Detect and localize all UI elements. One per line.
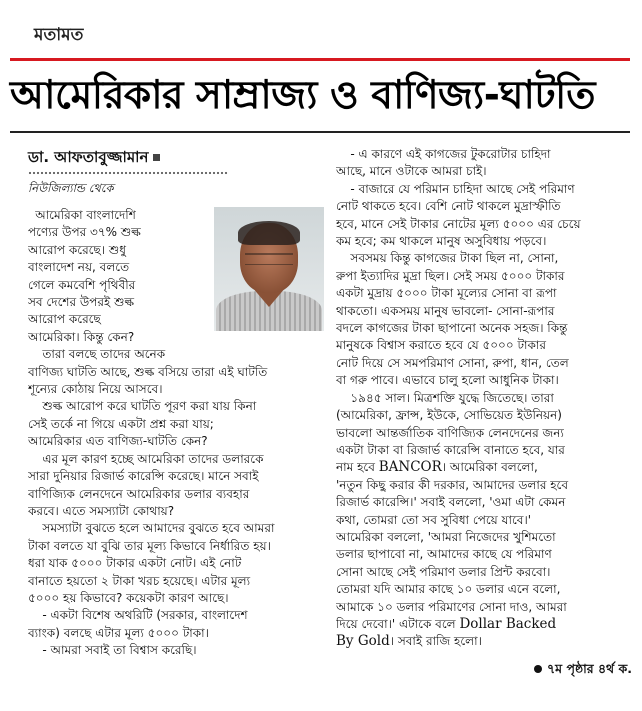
author-name: ডা. আফতাবুজ্জামান — [28, 148, 149, 166]
body-line: হবে, মানে সেই টাকার নোটের মূল্য ৫০০০ এর চেয়ে — [336, 216, 581, 231]
intro-line: পণ্যের উপর ৩৭% শুল্ক — [28, 225, 141, 240]
body-line: কথা, তোমরা তো সব সুবিধা পেয়ে যাবে।' — [336, 512, 532, 527]
body-line: একটা টাকা বা রিজার্ভ কারেন্সি বানাতে হবে, যার — [336, 442, 565, 457]
body-paragraph — [336, 390, 632, 651]
column-left — [28, 146, 324, 660]
body-line: সবসময় কিন্তু কাগজের টাকা ছিল না, সোনা, — [350, 251, 559, 266]
body-paragraph — [336, 250, 632, 389]
headline: আমেরিকার সাম্রাজ্য ও বাণিজ্য-ঘাটতি — [10, 73, 596, 118]
body-line: সোনা আছে সেই পরিমাণ ডলার প্রিন্ট করবো। — [336, 564, 551, 579]
square-bullet-icon — [153, 154, 160, 161]
body-line: এর মূল কারণ হচ্ছে আমেরিকা তাদের ডলারকে — [42, 451, 264, 466]
body-line: একটা মুদ্রায় ৫০০০ টাকা মূল্যের সোনা বা রূপা — [336, 286, 557, 301]
body-line — [336, 633, 632, 650]
intro-line: আরোপ করেছে — [28, 312, 101, 327]
body-line: - একটা বিশেষ অথরিটি (সরকার, বাংলাদেশ — [42, 608, 248, 623]
column-right — [336, 146, 632, 681]
body-paragraph — [28, 607, 324, 642]
body-paragraph — [28, 398, 324, 450]
body-line: - এ কারণে এই কাগজের টুকরোটার চাহিদা — [350, 147, 551, 161]
body-line: ভাবলো আন্তর্জাতিক বাণিজ্যিক লেনদেনের জন্য — [336, 425, 564, 440]
intro-line: আমেরিকা। কিন্তু কেন? — [28, 329, 135, 344]
dollar-backed-term: Dollar Backed — [459, 615, 557, 632]
body-line: ১৯৪৫ সাল। মিত্রশক্তি যুদ্ধে জিতেছে। তারা — [350, 390, 554, 405]
body-line: থাকতো। একসময় মানুষ ভাবলো- সোনা-রূপার — [336, 303, 555, 318]
body-line: শূন্যের কোঠায় নিয়ে আসবে। — [28, 382, 163, 397]
intro-line: আমেরিকা বাংলাদেশি — [35, 208, 136, 222]
body-line: (আমেরিকা, ফ্রান্স, ইউকে, সোভিয়েত ইউনিয়ন) — [336, 408, 562, 423]
body-line: বাণিজ্যিক লেনদেনে আমেরিকার ডলার ব্যবহার — [28, 486, 250, 501]
intro-line: আরোপ করেছে। শুধু — [28, 242, 126, 257]
bullet-icon — [534, 665, 542, 673]
intro-line: সব দেশের উপরই শুল্ক — [28, 295, 135, 310]
intro-block — [28, 207, 324, 346]
body-line: আমেরিকার এত বাণিজ্য-ঘাটতি কেন? — [28, 434, 208, 449]
body-line: - বাজারে যে পরিমান চাহিদা আছে সেই পরিমাণ — [350, 181, 575, 196]
section-label: মতামত — [34, 25, 84, 45]
by-gold-term: By Gold — [336, 633, 390, 650]
bancor-term: BANCOR — [378, 459, 442, 476]
dotted-divider — [28, 170, 228, 176]
body-line — [336, 616, 632, 633]
body-line: - আমরা সবাই তা বিশ্বাস করেছি। — [42, 643, 197, 658]
byline — [28, 146, 324, 168]
body-line: করবে। এতে সমস্যাটা কোথায়? — [28, 503, 175, 518]
intro-paragraph — [28, 207, 206, 346]
body-line — [336, 459, 632, 476]
body-line: 'নতুন কিছু করার কী দরকার, আমাদের ডলার হবে — [336, 477, 569, 492]
body-line: ধরা যাক ৫০০০ টাকার একটা নোট। এই নোট — [28, 556, 242, 571]
body-line: সেই তর্কে না গিয়ে একটা প্রশ্ন করা যায়; — [28, 416, 214, 431]
photo-hair — [238, 221, 300, 245]
body-line: ৫০০০ হয় কিভাবে? কয়েকটা কারণ আছে। — [28, 590, 229, 605]
final-suffix: । সবাই রাজি হলো। — [389, 634, 482, 649]
body-line: নোট দিয়ে সে সমপরিমাণ সোনা, রুপা, ধান, তেল — [336, 355, 569, 370]
dollar-prefix: দিয়ে দেবো।' এটাকে বলে — [336, 616, 460, 631]
section-rule — [10, 58, 630, 61]
body-line: ডলার ছাপাবো না, আমাদের কাছে যে পরিমাণ — [336, 547, 552, 562]
body-line: বানাতে হয়তো ২ টাকা খরচ হয়েছে। এটার মূল্য — [28, 573, 251, 588]
body-line: তোমরা যদি আমার কাছে ১০ ডলার এনে বলো, — [336, 582, 561, 597]
body-line: বদলে কাগজের টাকা ছাপানো অনেক সহজ। কিন্তু — [336, 321, 568, 336]
body-line: ব্যাংক) বলছে এটার মূল্য ৫০০০ টাকা। — [28, 625, 209, 640]
body-line: আমেরিকা বললো, 'আমরা নিজেদের খুশিমতো — [336, 529, 556, 544]
body-paragraph — [336, 181, 632, 251]
body-line: রুপা ইত্যাদির মুদ্রা ছিল। সেই সময় ৫০০০ টাকার — [336, 268, 565, 283]
body-line: কম হবে; কম থাকলে মানুষ অসুবিধায় পড়বে। — [336, 234, 547, 249]
body-paragraph — [336, 146, 632, 181]
body-line: আমাকে ১০ ডলার পরিমাণের সোনা দাও, আমরা — [336, 599, 567, 614]
body-paragraph — [28, 451, 324, 521]
body-line: বা গরু পাবে। এভাবে চালু হলো আধুনিক টাকা। — [336, 373, 559, 388]
bancor-suffix: । আমেরিকা বললো, — [441, 460, 538, 475]
intro-line: গেলে কমবেশি পৃথিবীর — [28, 277, 136, 292]
body-line: টাকা বলতে যা বুঝি তার মূল্য কিভাবে নির্ধারিত হয়। — [28, 538, 271, 553]
body-line: সারা দুনিয়ার রিজার্ভ কারেন্সি করেছে। মানে সবাই — [28, 469, 259, 484]
bancor-prefix: নাম হবে — [336, 460, 379, 475]
body-line: সমস্যাটা বুঝতে হলে আমাদের বুঝতে হবে আমরা — [42, 521, 275, 536]
body-line: তারা বলছে তাদের অনেক — [42, 347, 166, 362]
continued-label: ৭ম পৃষ্ঠার ৪র্থ ক. — [547, 660, 632, 676]
body-line: মানুষকে বিশ্বাস করাতে হবে যে ৫০০০ টাকার — [336, 338, 546, 353]
photo-glasses — [245, 253, 293, 265]
body-paragraph — [28, 346, 324, 398]
continued-link[interactable] — [336, 661, 632, 681]
body-paragraph — [28, 520, 324, 607]
body-line: আছে, মানে ওটাকে আমরা চাই। — [336, 164, 487, 179]
body-line: বাণিজ্য ঘাটতি আছে, শুল্ক বসিয়ে তারা এই ঘাটতি — [28, 364, 268, 379]
body-paragraph — [28, 642, 324, 659]
dateline: নিউজিল্যান্ড থেকে — [28, 181, 114, 195]
headline-rule — [10, 131, 630, 133]
body-line: নোট থাকতে হবে। বেশি নোট থাকলে মুদ্রাস্ফীতি — [336, 199, 561, 214]
body-line: শুল্ক আরোপ করে ঘাটতি পূরণ করা যায় কিনা — [42, 399, 257, 414]
intro-line: বাংলাদেশ নয়, বলতে — [28, 260, 130, 275]
author-photo — [214, 207, 324, 331]
body-line: রিজার্ভ কারেন্সি।' সবাই বললো, 'ওমা এটা কেমন — [336, 495, 566, 510]
